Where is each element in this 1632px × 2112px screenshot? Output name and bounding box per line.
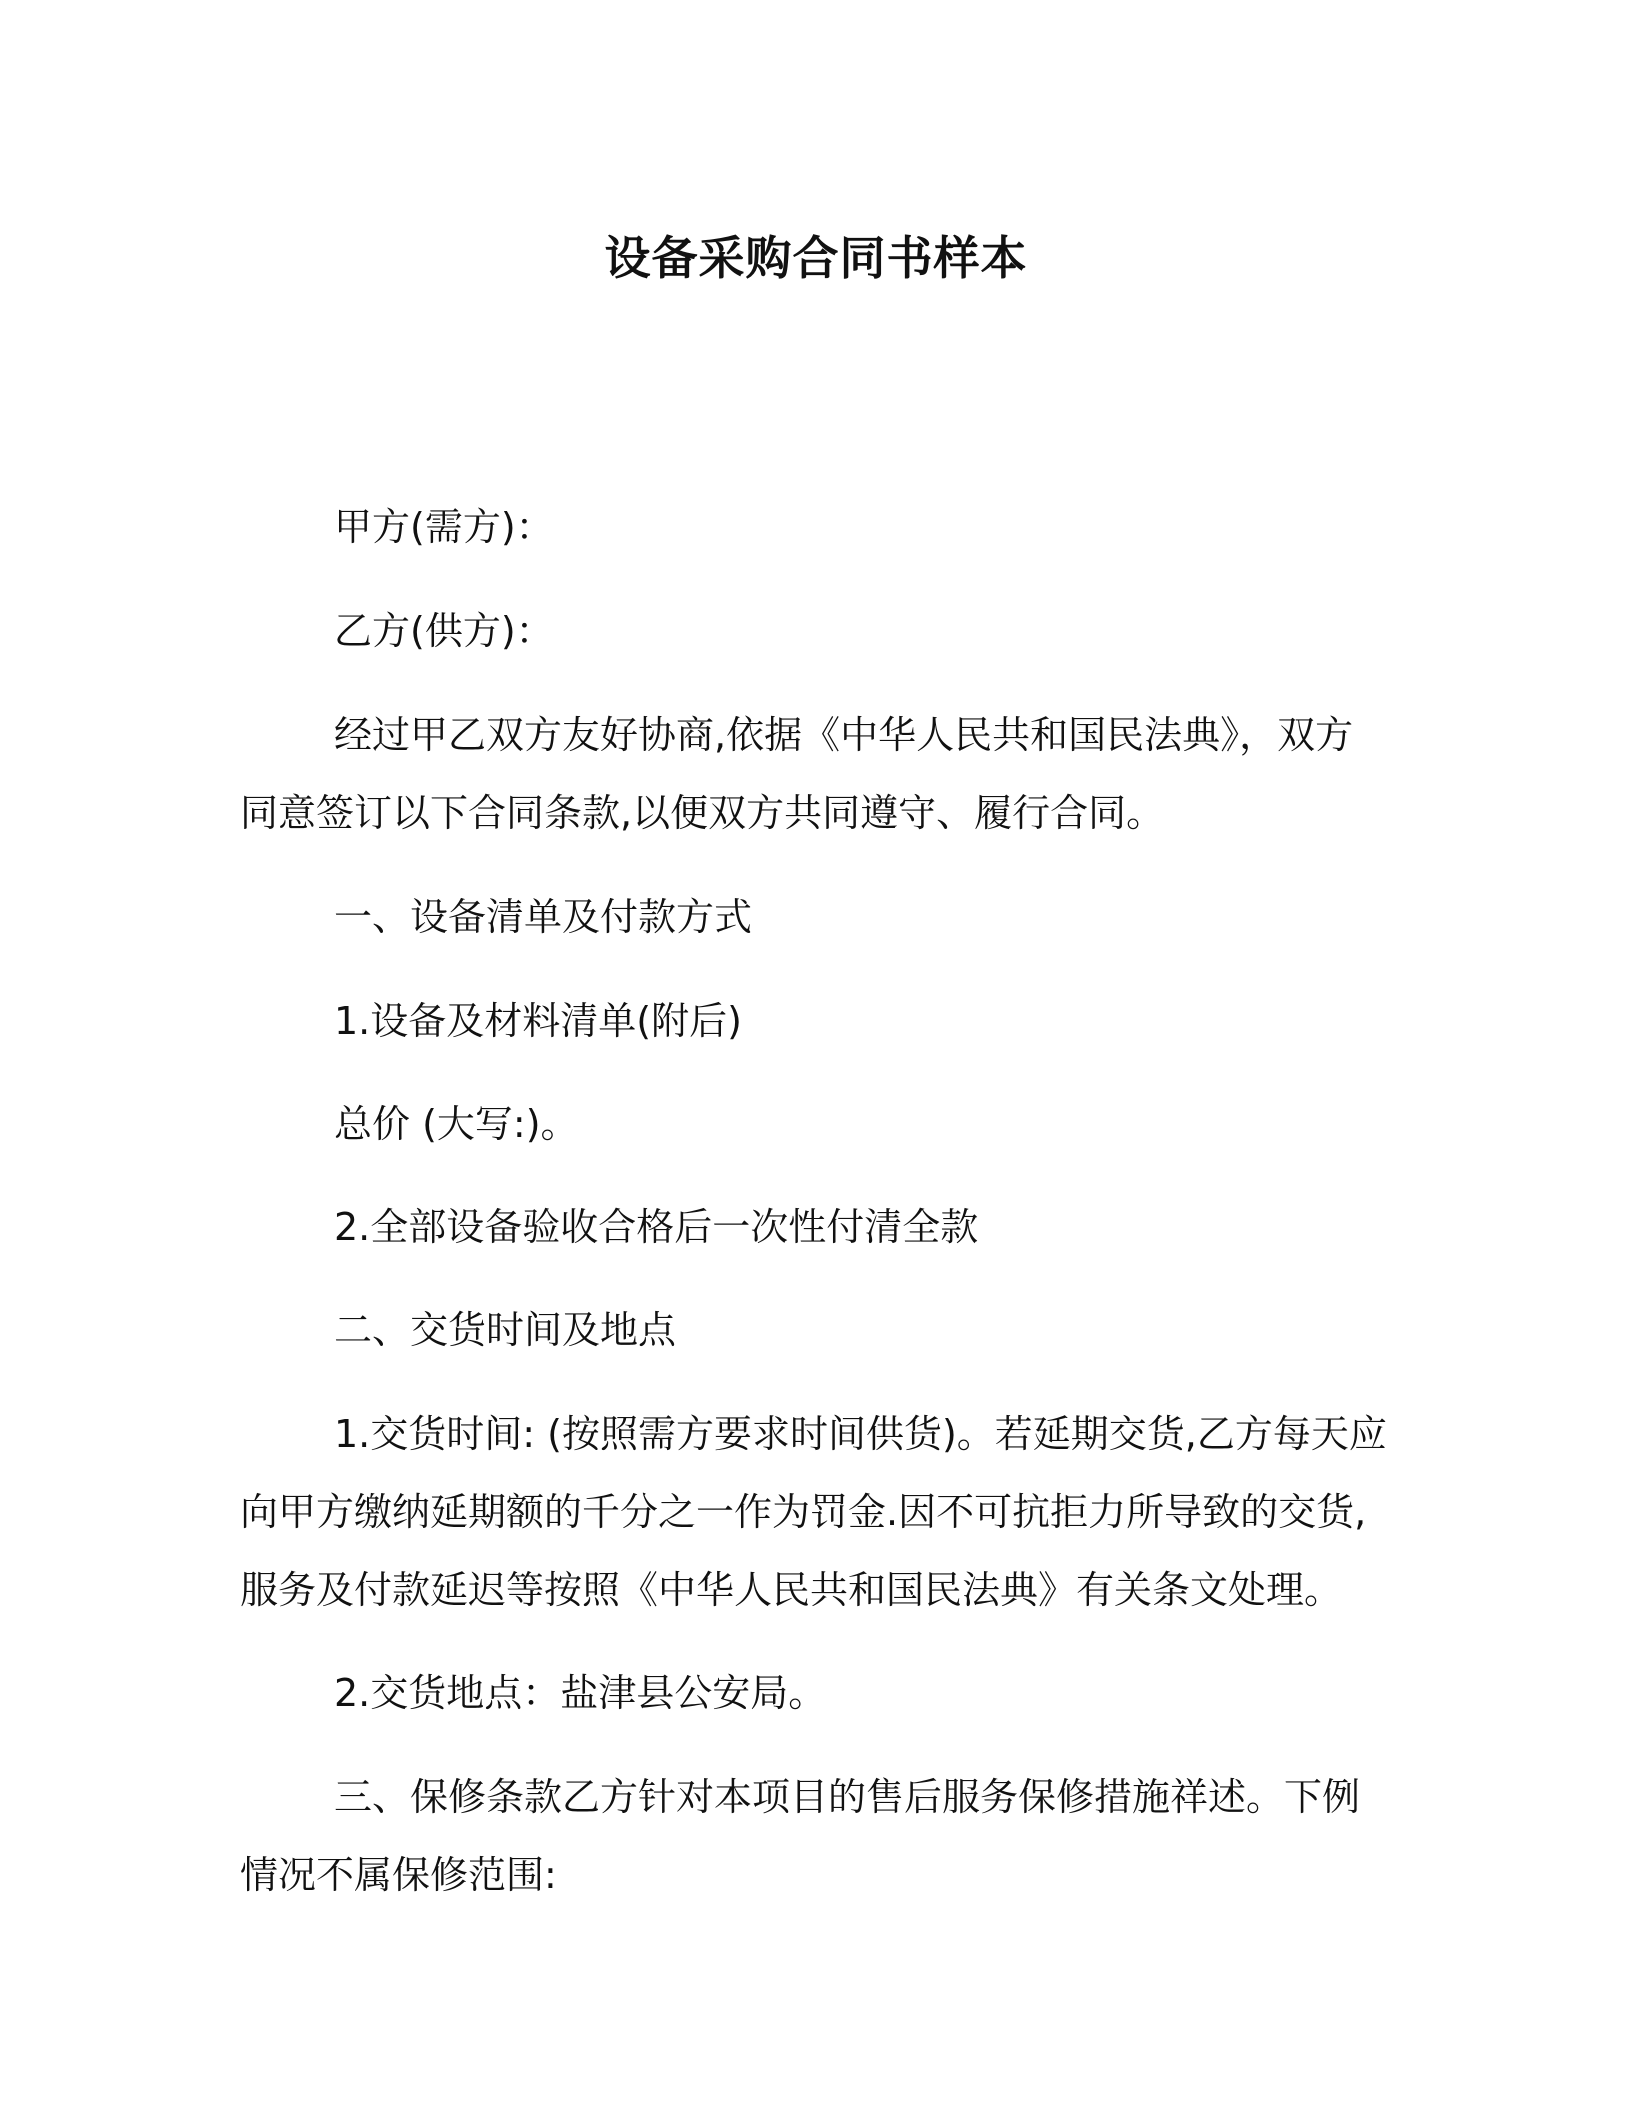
clause-2-2: 2.交货地点：盐津县公安局。 <box>334 1671 827 1715</box>
party-b-line: 乙方(供方)： <box>334 609 554 653</box>
clause-1-2: 2.全部设备验收合格后一次性付清全款 <box>334 1205 979 1249</box>
section-1-heading: 一、设备清单及付款方式 <box>334 895 753 939</box>
section-2-heading: 二、交货时间及地点 <box>334 1308 677 1352</box>
document-title: 设备采购合同书样本 <box>604 231 1028 285</box>
clause-2-1: 1.交货时间: (按照需方要求时间供货)。若延期交货,乙方每天应向甲方缴纳延期额的千分之一作为罚金.因不可抗拒力所导致的交货,服务及付款延迟等按照《中华人民共和国民法典》有关条文处理。 <box>240 1412 1387 1612</box>
total-price-line: 总价 (大写:)。 <box>334 1102 579 1146</box>
section-3-paragraph: 三、保修条款乙方针对本项目的售后服务保修措施祥述。下例情况不属保修范围: <box>240 1775 1361 1897</box>
clause-1-1: 1.设备及材料清单(附后) <box>334 999 742 1043</box>
party-a-line: 甲方(需方)： <box>334 505 554 549</box>
intro-paragraph: 经过甲乙双方友好协商,依据《中华人民共和国民法典》，双方同意签订以下合同条款,以便双方共同遵守、履行合同。 <box>240 713 1354 835</box>
